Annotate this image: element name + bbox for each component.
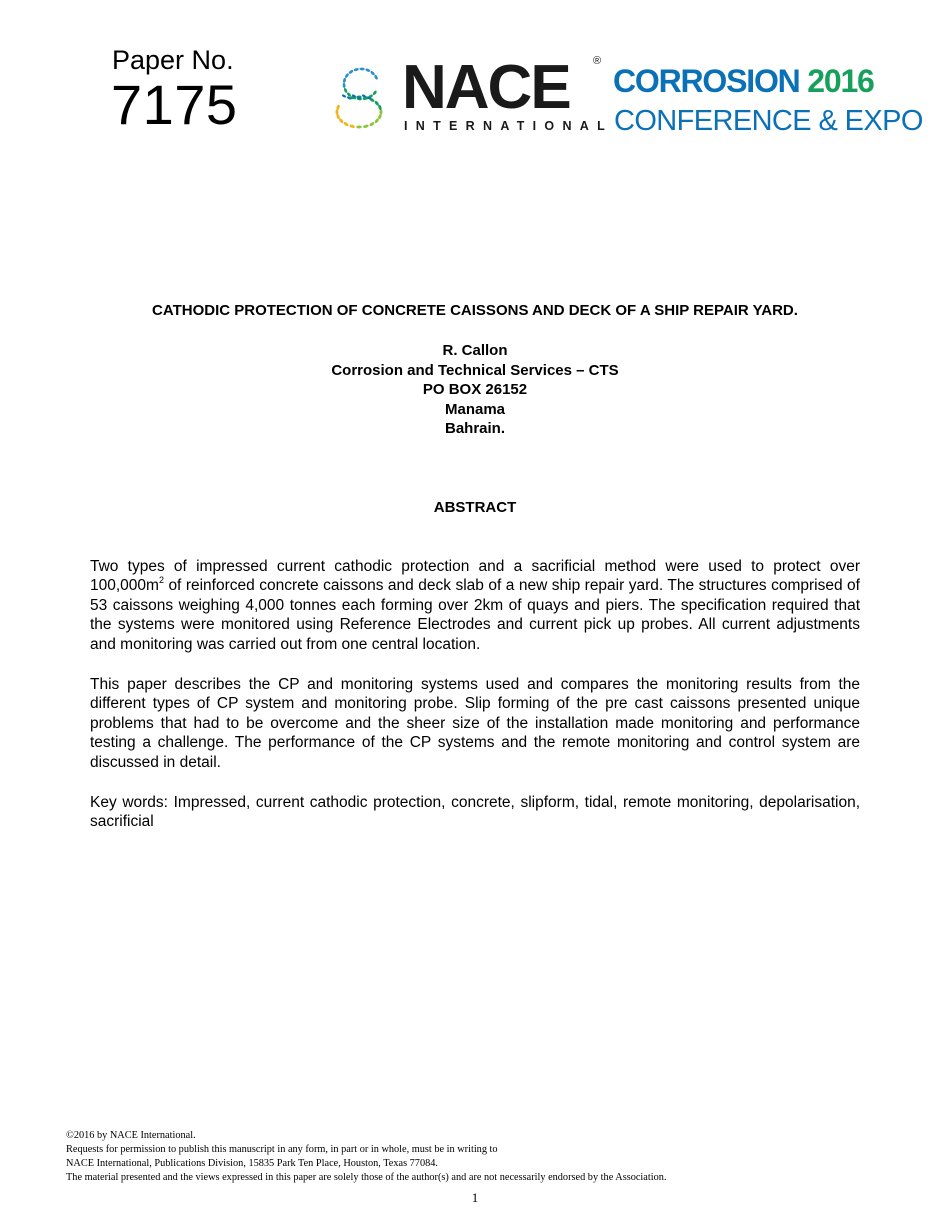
- emblem-dot: [365, 68, 371, 73]
- emblem-dot: [380, 109, 383, 115]
- emblem-dot: [344, 73, 349, 79]
- registered-mark: ®: [593, 55, 602, 67]
- author-name: R. Callon: [442, 342, 508, 359]
- emblem-dot: [343, 87, 348, 93]
- emblem-dot: [342, 83, 345, 88]
- emblem-dot: [363, 124, 369, 129]
- footer-copyright: ©2016 by NACE International.: [66, 1130, 196, 1141]
- footer-notice: [66, 1129, 886, 1185]
- author-country: Bahrain.: [444, 420, 505, 437]
- footer-disclaimer: The material presented and the views expressed in this paper are solely those of the author(s) and are not necessarily endorsed by the Association.: [66, 1172, 667, 1183]
- abstract-heading: ABSTRACT: [433, 499, 517, 516]
- emblem-dot: [353, 68, 359, 72]
- author-organization: Corrosion and Technical Services – CTS: [331, 361, 619, 379]
- author-block: [0, 341, 950, 439]
- conference-year: 2016: [807, 63, 874, 99]
- abstract-p1-text-a: Two types of impressed current cathodic protection and a sacrificial method were used to protect over 100,000m: [90, 558, 860, 595]
- nace-wordmark: NACE: [402, 53, 570, 122]
- emblem-dot: [370, 70, 376, 76]
- superscript-2: 2: [158, 575, 164, 586]
- nace-subtitle: INTERNATIONAL: [404, 119, 614, 133]
- nace-emblem-logo-icon: [322, 62, 400, 136]
- emblem-dot: [359, 67, 364, 70]
- abstract-paragraph-2: This paper describes the CP and monitoring systems used and compares the monitoring results from the different types of CP system and monitoring probe. Slip forming of the pre cast caissons presented unique problems that had to be overcome and the sheer size of the installation made monitoring and performance testing a challenge. The performance of the CP systems and the remote monitoring and control system are discussed in detail.: [90, 676, 860, 771]
- emblem-dot: [374, 74, 379, 80]
- conference-subtitle: CONFERENCE & EXPO: [614, 105, 923, 137]
- emblem-dot: [343, 121, 349, 127]
- emblem-dot: [346, 92, 352, 98]
- footer-permission-line-2: NACE International, Publications Division, 15835 Park Ten Place, Houston, Texas 77084.: [66, 1158, 438, 1169]
- abstract-paragraph-1: [90, 557, 860, 654]
- emblem-dot: [356, 126, 362, 129]
- emblem-dot: [341, 94, 346, 98]
- page-number: 1: [471, 1190, 479, 1205]
- keywords-paragraph: Key words: Impressed, current cathodic protection, concrete, slipform, tidal, remote monitoring, depolarisation, sacrificial: [90, 794, 860, 831]
- emblem-dot: [336, 109, 339, 115]
- paper-number-label: Paper No.: [112, 45, 234, 75]
- footer-permission-line-1: Requests for permission to publish this manuscript in any form, in part or in whole, must be in writing to: [66, 1144, 498, 1155]
- author-address: PO BOX 26152: [422, 381, 528, 398]
- emblem-dot: [369, 121, 375, 127]
- conference-word: CORROSION: [613, 63, 800, 99]
- paper-title: CATHODIC PROTECTION OF CONCRETE CAISSONS AND DECK OF A SHIP REPAIR YARD.: [152, 302, 798, 319]
- emblem-dot: [349, 124, 355, 129]
- paper-number-value: 7175: [111, 73, 238, 136]
- emblem-dot: [343, 77, 347, 83]
- conference-title: [613, 63, 874, 99]
- emblem-dot: [372, 90, 377, 96]
- abstract-p1-text-b: of reinforced concrete caissons and deck slab of a new ship repair yard. The structures comprised of 53 caissons weighing 4,000 tonnes each forming over 2km of quays and piers. The specification required that the systems were monitored using Reference Electrodes and current pick up probes. All current adjustments and monitoring was carried out from one central location.: [90, 577, 860, 653]
- emblem-dot: [348, 69, 354, 74]
- author-city: Manama: [444, 400, 506, 418]
